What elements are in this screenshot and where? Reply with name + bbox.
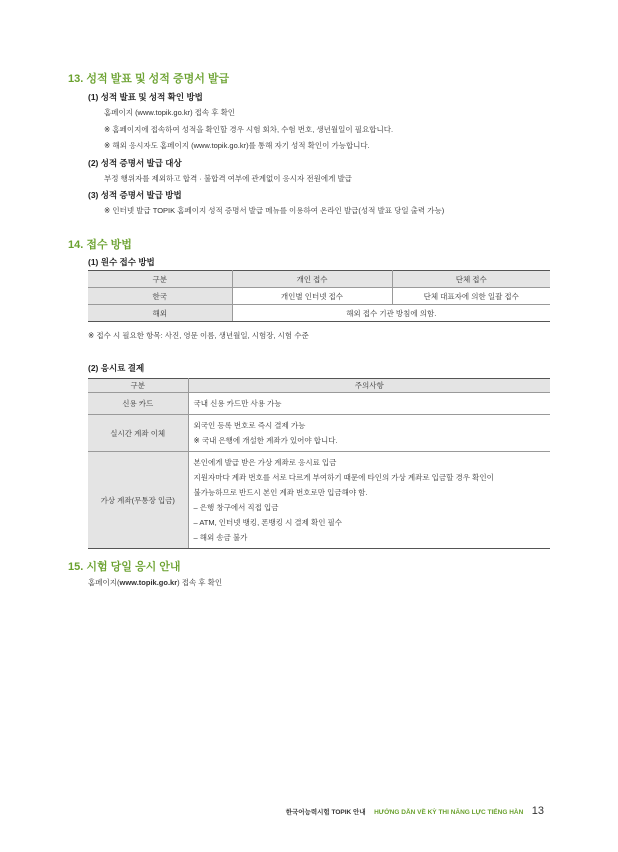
cell-line: 국내 신용 카드만 사용 가능 [193, 399, 282, 408]
page-number: 13 [531, 805, 544, 817]
cell-line: – 은행 창구에서 직접 입금 [193, 503, 279, 512]
table-row [88, 415, 550, 452]
table-header-cell: 개인 접수 [232, 271, 392, 288]
section-13-sub1-line1: 홈페이지 (www.topik.go.kr) 접속 후 확인 [104, 108, 236, 117]
table-cell: 해외 접수 기관 방침에 의함. [232, 305, 550, 322]
table-row [88, 305, 550, 322]
table-cell [188, 452, 550, 549]
table-header-cell: 구분 [88, 271, 232, 288]
payment-table [88, 378, 550, 549]
table-row [88, 393, 550, 415]
page-footer [286, 801, 544, 819]
table-cell [188, 415, 550, 452]
footer-korean-title: 한국어능력시험 TOPIK 안내 [285, 809, 366, 816]
section-15-title: 15. 시험 당일 응시 안내 [68, 561, 181, 573]
cell-line: – ATM, 인터넷 뱅킹, 폰뱅킹 시 결제 확인 필수 [193, 518, 343, 527]
footer-vietnamese-title: HƯỚNG DẪN VỀ KỲ THI NĂNG LỰC TIẾNG HÀN [374, 809, 524, 816]
section-13-sub2: (2) 성적 증명서 발급 대상 [88, 158, 182, 168]
section-13-sub1-line2: ※ 홈페이지에 접속하여 성적을 확인할 경우 시험 회차, 수험 번호, 생년월일이 필요합니다. [104, 125, 394, 134]
section-13-sub1: (1) 성적 발표 및 성적 확인 방법 [88, 92, 203, 102]
section-14-sub2: (2) 응시료 결제 [88, 363, 145, 373]
cell-line: ※ 국내 은행에 개설한 계좌가 있어야 합니다. [193, 436, 338, 445]
table-row-label: 신용 카드 [88, 393, 188, 415]
table-row [88, 288, 550, 305]
table-row [88, 452, 550, 549]
section-13-sub3-line1: ※ 인터넷 발급 TOPIK 홈페이지 성적 증명서 발급 메뉴를 이용하여 온라인 발급(성적 발표 당일 출력 가능) [104, 206, 445, 215]
cell-line: – 해외 송금 불가 [193, 533, 248, 542]
table-row-label: 한국 [88, 288, 232, 305]
table-header-cell: 주의사항 [188, 379, 550, 393]
table-cell [188, 393, 550, 415]
cell-line: 본인에게 발급 받은 가상 계좌로 응시료 입금 [193, 458, 337, 467]
section-15-line [88, 577, 222, 588]
table-header-cell: 단체 접수 [392, 271, 550, 288]
cell-line: 외국인 등록 번호로 즉시 결제 가능 [193, 421, 306, 430]
section-13-title: 13. 성적 발표 및 성적 증명서 발급 [68, 73, 230, 85]
section-13-sub2-line1: 부정 행위자를 제외하고 합격 · 불합격 여부에 관계없이 응시자 전원에게 발급 [104, 174, 352, 183]
table-cell: 단체 대표자에 의한 일괄 접수 [392, 288, 550, 305]
table-header-cell: 구분 [88, 379, 188, 393]
section-13-sub1-line3: ※ 해외 응시자도 홈페이지 (www.topik.go.kr)를 통해 자기 성적 확인이 가능합니다. [104, 141, 370, 150]
section-13-sub3: (3) 성적 증명서 발급 방법 [88, 190, 182, 200]
table-row-label: 가상 계좌(무통장 입금) [88, 452, 188, 549]
section-15-line-post: ) 접속 후 확인 [177, 578, 223, 587]
table-header-row [88, 271, 550, 288]
section-14-title: 14. 접수 방법 [68, 239, 132, 251]
cell-line: 불가능하므로 반드시 본인 계좌 번호로만 입금해야 함. [193, 488, 368, 497]
table-row-label: 해외 [88, 305, 232, 322]
section-14-sub1: (1) 원수 접수 방법 [88, 257, 155, 267]
table-row-label: 실시간 계좌 이체 [88, 415, 188, 452]
section-15-line-pre: 홈페이지( [88, 578, 120, 587]
cell-line: 지원자마다 계좌 번호를 서로 다르게 부여하기 때문에 타인의 가상 계좌로 입금할 경우 확인이 [193, 473, 494, 482]
topik-website-link[interactable]: www.topik.go.kr [119, 578, 178, 587]
application-method-table [88, 270, 550, 322]
table-cell: 개인별 인터넷 접수 [232, 288, 392, 305]
application-items-note: ※ 접수 시 필요한 항목: 사진, 영문 이름, 생년월일, 시험장, 시험 수준 [88, 331, 309, 340]
table-header-row [88, 379, 550, 393]
